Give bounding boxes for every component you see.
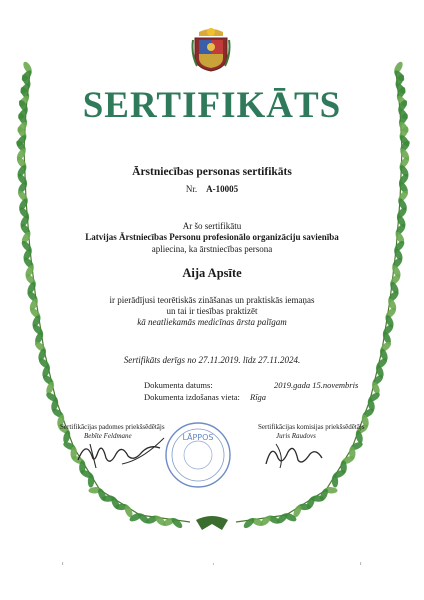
left-signatory-name: Bebīte Feldmane — [84, 432, 132, 440]
statement-line-1: ir pierādījusi teorētiskās zināšanas un praktiskās iemaņas — [109, 295, 315, 305]
certificate-number — [0, 184, 424, 194]
number-value: A-10005 — [206, 184, 239, 194]
official-stamp-icon — [163, 420, 233, 490]
certificate-title: SERTIFIKĀTS — [82, 85, 342, 126]
stamp-text: LĀPPOS — [182, 433, 214, 442]
wreath-ribbon — [196, 516, 228, 530]
issue-date-value: 2019.gada 15.novembris — [274, 380, 359, 390]
footer-mark-center: · — [212, 560, 215, 569]
organization-name: Latvijas Ārstniecības Personu profesionālo organizāciju savienība — [85, 232, 339, 242]
right-signature-icon — [258, 436, 328, 472]
footer-mark-left: ᵗ — [62, 560, 64, 569]
issue-place-value: Rīga — [250, 392, 267, 402]
validity-line: Sertifikāts derīgs no 27.11.2019. līdz 27.11.2024. — [123, 355, 301, 365]
left-signatory-role: Sertifikācijas padomes priekšsēdētājs — [60, 423, 165, 431]
number-label: Nr. — [185, 184, 198, 194]
person-name: Aija Apsīte — [182, 266, 242, 280]
footer-mark-right: ᵗ — [360, 560, 362, 569]
issue-place-label: Dokumenta izdošanas vieta: — [144, 392, 240, 402]
statement-line-2: un tai ir tiesības praktizēt — [166, 306, 258, 316]
latvia-coat-of-arms-icon — [191, 26, 231, 72]
issue-date-label: Dokumenta datums: — [144, 380, 213, 390]
certifies-line: apliecina, ka ārstniecības persona — [151, 244, 273, 254]
intro-line: Ar šo sertifikātu — [182, 221, 242, 231]
certificate-heading: Ārstniecības personas sertifikāts — [132, 166, 292, 178]
specialty-line: kā neatliekamās medicīnas ārsta palīgam — [137, 317, 287, 327]
right-signatory-role: Sertifikācijas komisijas priekšsēdētājs — [258, 423, 365, 431]
right-signatory-name: Juris Raudovs — [276, 432, 316, 440]
left-signature-icon — [72, 430, 168, 472]
